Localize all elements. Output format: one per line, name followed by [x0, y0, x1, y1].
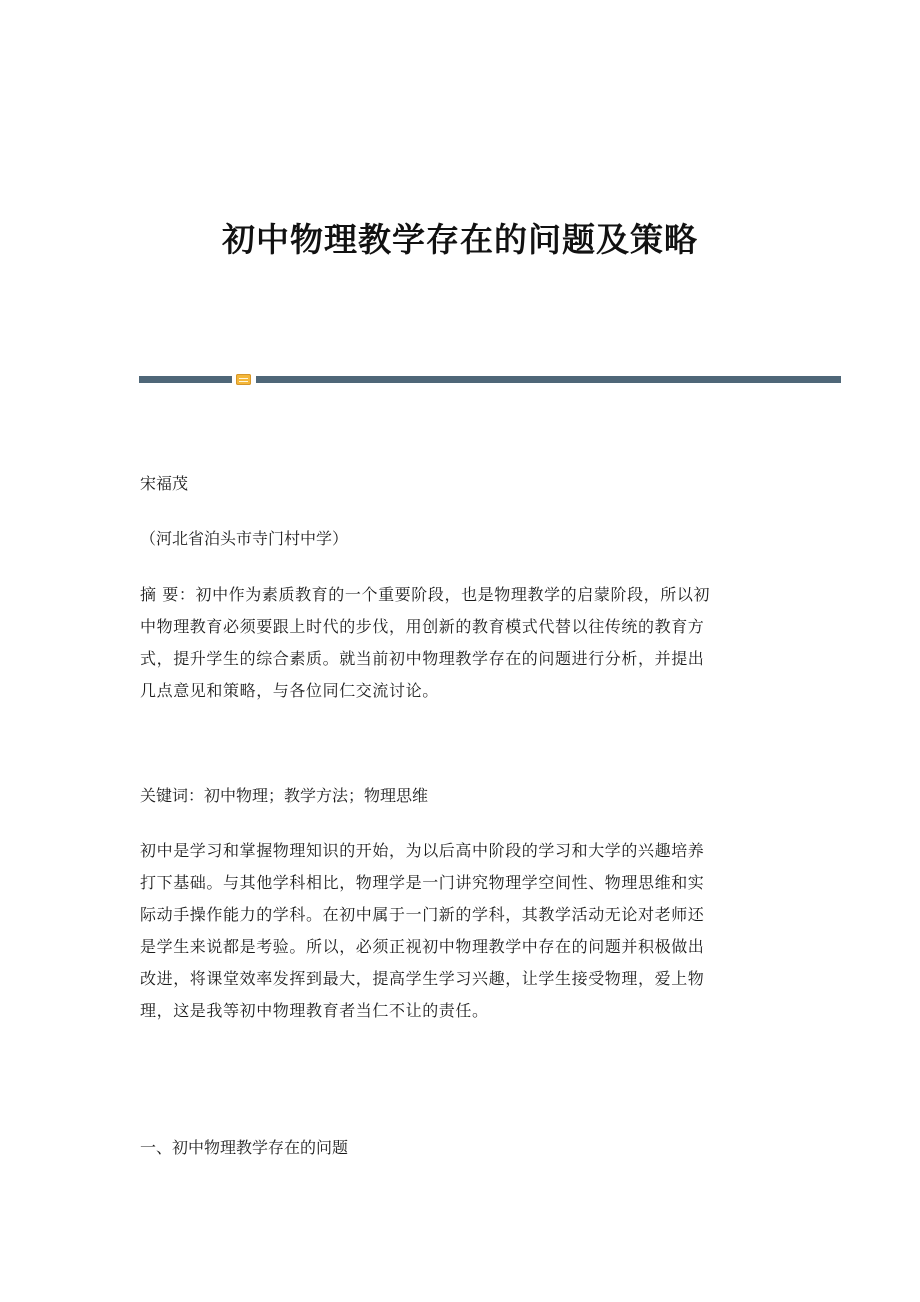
abstract-line: 中物理教育必须要跟上时代的步伐，用创新的教育模式代替以往传统的教育方 — [140, 617, 705, 636]
title-divider — [139, 374, 841, 384]
introduction-paragraph — [140, 835, 780, 1027]
intro-line: 际动手操作能力的学科。在初中属于一门新的学科，其教学活动无论对老师还 — [140, 905, 705, 924]
intro-line: 是学生来说都是考验。所以，必须正视初中物理教学中存在的问题并积极做出 — [140, 937, 705, 956]
author-name: 宋福茂 — [140, 474, 189, 493]
abstract — [140, 579, 780, 707]
author-affiliation: （河北省泊头市寺门村中学） — [140, 529, 349, 548]
document-title: 初中物理教学存在的问题及策略 — [222, 220, 698, 259]
abstract-line: 几点意见和策略，与各位同仁交流讨论。 — [140, 681, 439, 700]
intro-line: 理，这是我等初中物理教育者当仁不让的责任。 — [140, 1001, 489, 1020]
keywords: 关键词：初中物理；教学方法；物理思维 — [140, 786, 429, 805]
intro-line: 打下基础。与其他学科相比，物理学是一门讲究物理学空间性、物理思维和实 — [140, 873, 705, 892]
divider-bar-right — [256, 376, 841, 383]
divider-bar-left — [139, 376, 232, 383]
divider-ornament-icon — [236, 374, 251, 385]
abstract-line: 摘 要：初中作为素质教育的一个重要阶段，也是物理教学的启蒙阶段，所以初 — [140, 585, 711, 604]
intro-line: 初中是学习和掌握物理知识的开始，为以后高中阶段的学习和大学的兴趣培养 — [140, 841, 705, 860]
section-heading: 一、初中物理教学存在的问题 — [140, 1138, 349, 1157]
abstract-line: 式，提升学生的综合素质。就当前初中物理教学存在的问题进行分析，并提出 — [140, 649, 705, 668]
intro-line: 改进，将课堂效率发挥到最大，提高学生学习兴趣，让学生接受物理，爱上物 — [140, 969, 705, 988]
